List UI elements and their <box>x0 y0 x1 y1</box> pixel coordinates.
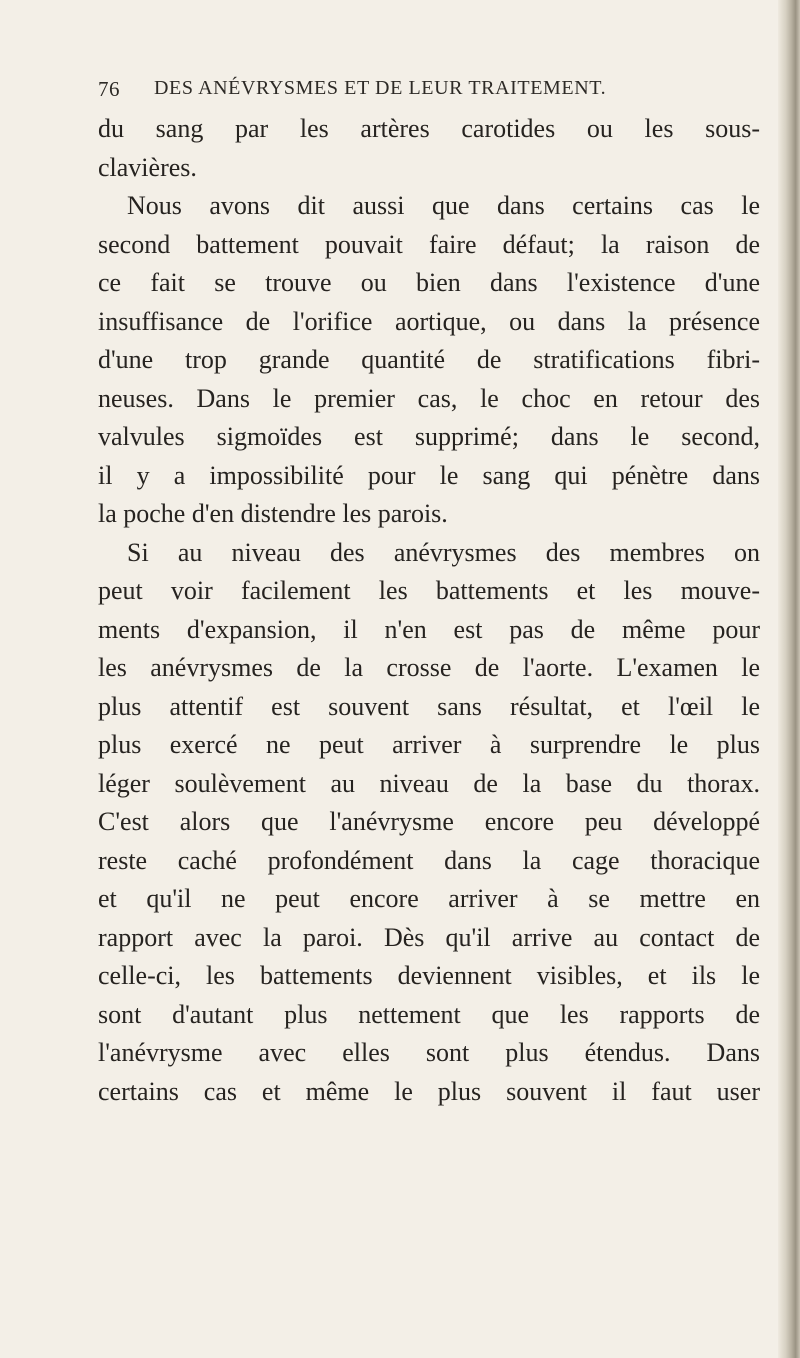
text-line: sont d'autant plus nettement que les rapports de <box>98 999 760 1029</box>
page-number: 76 <box>98 77 120 101</box>
text-line: celle-ci, les battements deviennent visibles, et ils le <box>98 961 760 990</box>
text-line: Si au niveau des anévrysmes des membres on <box>127 537 760 567</box>
text-line: léger soulèvement au niveau de la base du thorax. <box>98 768 760 798</box>
text-line: plus exercé ne peut arriver à surprendre le plus <box>98 730 760 759</box>
text-line: insuffisance de l'orifice aortique, ou dans la présence <box>98 306 760 336</box>
text-line: du sang par les artères carotides ou les sous- <box>98 114 760 143</box>
text-line: certains cas et même le plus souvent il faut user <box>98 1076 760 1106</box>
text-line: second battement pouvait faire défaut; la raison de <box>98 229 760 259</box>
text-line: clavières. <box>98 152 197 182</box>
text-line: plus attentif est souvent sans résultat, et l'œil le <box>98 691 760 721</box>
text-line: l'anévrysme avec elles sont plus étendus. Dans <box>98 1038 760 1067</box>
text-line: la poche d'en distendre les parois. <box>98 499 448 528</box>
text-line: C'est alors que l'anévrysme encore peu développé <box>98 807 760 836</box>
text-line: valvules sigmoïdes est supprimé; dans le second, <box>98 422 760 451</box>
text-line: rapport avec la paroi. Dès qu'il arrive au contact de <box>98 922 760 952</box>
text-line: neuses. Dans le premier cas, le choc en retour des <box>98 383 760 413</box>
text-line: il y a impossibilité pour le sang qui pénètre dans <box>98 460 760 490</box>
text-line: et qu'il ne peut encore arriver à se mettre en <box>98 884 760 913</box>
text-line: les anévrysmes de la crosse de l'aorte. L'examen le <box>98 653 760 682</box>
body-text <box>98 110 760 1111</box>
text-line: Nous avons dit aussi que dans certains cas le <box>127 191 760 220</box>
page-binding-edge <box>778 0 800 1358</box>
text-line: ments d'expansion, il n'en est pas de même pour <box>98 614 760 644</box>
running-header <box>98 77 758 107</box>
running-title: DES ANÉVRYSMES ET DE LEUR TRAITEMENT. <box>154 77 607 99</box>
text-line: reste caché profondément dans la cage thoracique <box>98 845 760 875</box>
text-line: ce fait se trouve ou bien dans l'existence d'une <box>98 268 760 297</box>
text-line: d'une trop grande quantité de stratifications fibri- <box>98 345 760 374</box>
text-line: peut voir facilement les battements et les mouve- <box>98 576 760 605</box>
